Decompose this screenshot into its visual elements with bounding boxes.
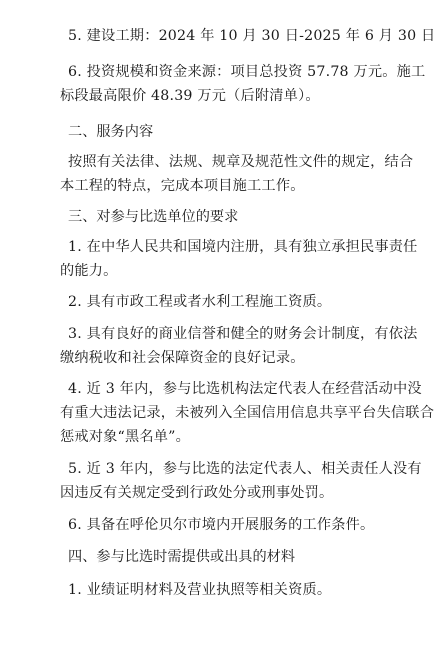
text-line: 3. 具有良好的商业信誉和健全的财务会计制度，有依法 [68,326,418,342]
text-line: 6. 具备在呼伦贝尔市境内开展服务的工作条件。 [68,517,375,533]
text-line: 4. 近 3 年内，参与比选机构法定代表人在经营活动中没 [68,381,422,397]
text-line: 缴纳税收和社会保障资金的良好记录。 [60,350,305,366]
text-line: 有重大违法记录，未被列入全国信用信息共享平台失信联合 [60,405,435,421]
section-heading-materials: 四、参与比选时需提供或出具的材料 [68,549,296,565]
paragraph-material-1 [68,578,398,602]
text-line: 1. 在中华人民共和国境内注册，具有独立承担民事责任 [68,239,418,255]
paragraph-requirement-3 [60,322,418,370]
text-line: 2. 具有市政工程或者水利工程施工资质。 [68,294,332,310]
paragraph-requirement-4 [60,377,435,449]
text-line: 6. 投资规模和资金来源：项目总投资 57.78 万元。施工 [68,64,426,80]
text-line: 标段最高限价 48.39 万元（后附清单）。 [60,88,320,104]
text-line: 本工程的特点，完成本项目施工工作。 [60,178,305,194]
section-heading-service-content: 二、服务内容 [68,124,154,140]
paragraph-requirement-1 [60,235,418,283]
paragraph-service-content [60,150,414,198]
paragraph-construction-period [68,24,436,48]
text-line: 的能力。 [60,263,118,279]
paragraph-requirement-5 [60,457,422,505]
text-line: 因违反有关规定受到行政处分或刑事处罚。 [60,485,334,501]
text-line: 惩戒对象“黑名单”。 [60,429,191,445]
text-line: 5. 近 3 年内，参与比选的法定代表人、相关责任人没有 [68,461,422,477]
paragraph-requirement-2 [68,290,398,314]
text-line: 5. 建设工期：2024 年 10 月 30 日-2025 年 6 月 30 日 [68,28,436,44]
text-line: 1. 业绩证明材料及营业执照等相关资质。 [68,582,332,598]
text-line: 按照有关法律、法规、规章及规范性文件的规定，结合 [68,154,414,170]
paragraph-investment-scale [60,60,426,108]
section-heading-requirements: 三、对参与比选单位的要求 [68,209,239,225]
paragraph-requirement-6 [68,513,398,537]
